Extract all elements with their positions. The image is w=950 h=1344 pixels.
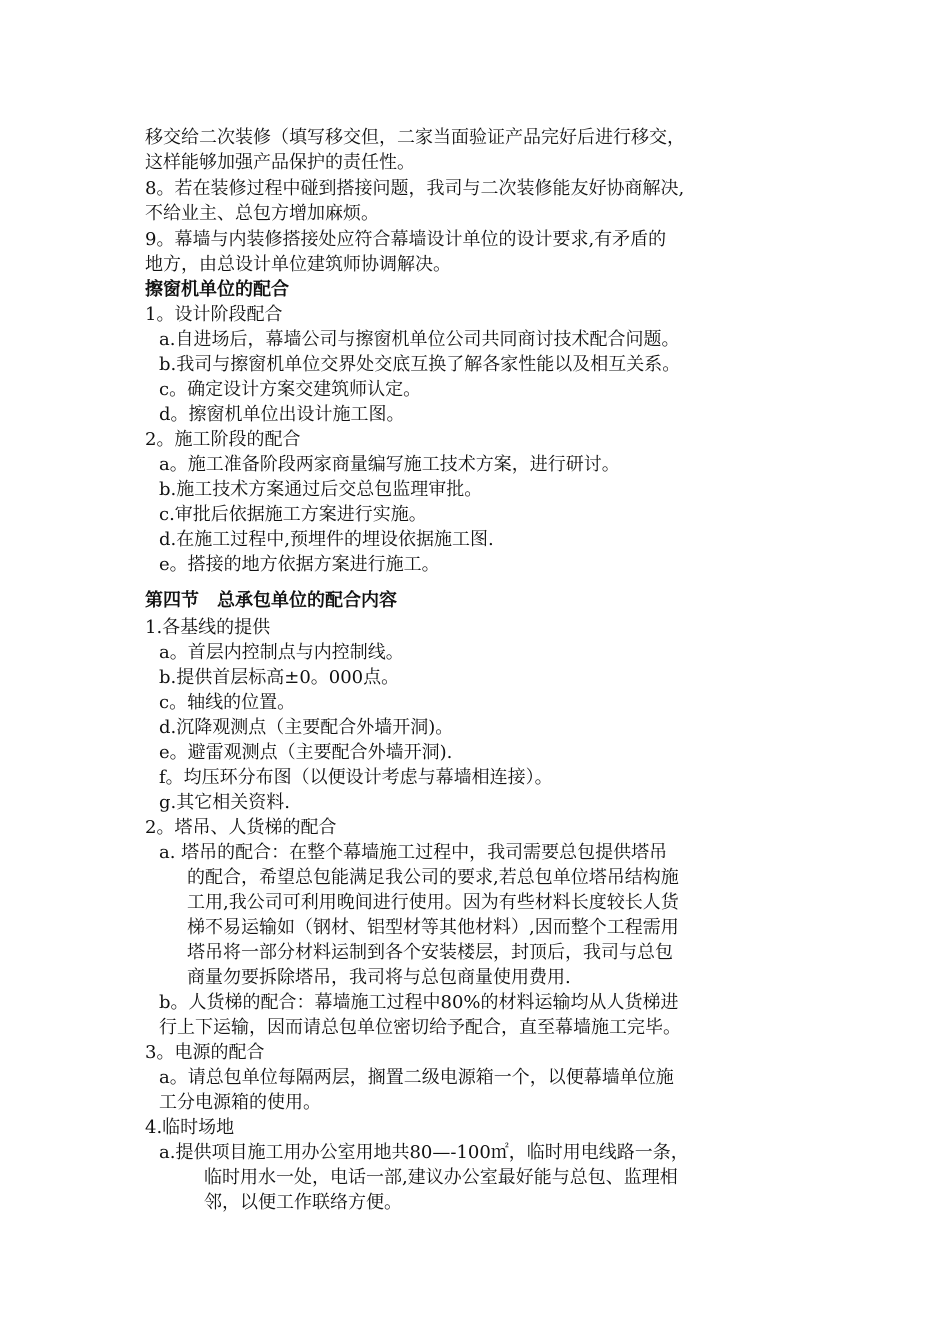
- text-line: c。轴线的位置。: [159, 692, 296, 713]
- text-line: 工用,我公司可利用晚间进行使用。因为有些材料长度较长人货: [187, 892, 679, 913]
- text-line: b。人货梯的配合：幕墙施工过程中80%的材料运输均从人货梯进: [159, 992, 679, 1013]
- text-line: 行上下运输，因而请总包单位密切给予配合，直至幕墙施工完毕。: [159, 1017, 681, 1038]
- text-line: c.审批后依据施工方案进行实施。: [159, 504, 427, 525]
- text-line: 4.临时场地: [145, 1117, 235, 1138]
- text-line: 这样能够加强产品保护的责任性。: [145, 152, 415, 173]
- text-line: a.自进场后，幕墙公司与擦窗机单位公司共同商讨技术配合问题。: [159, 329, 680, 350]
- text-line: d.在施工过程中,预埋件的埋设依据施工图.: [159, 529, 494, 550]
- text-line: g.其它相关资料.: [159, 792, 290, 813]
- text-line: b.提供首层标高±0。000点。: [159, 667, 400, 688]
- text-line: 工分电源箱的使用。: [159, 1092, 321, 1113]
- text-line: a。首层内控制点与内控制线。: [159, 642, 404, 663]
- text-line: 梯不易运输如（钢材、铝型材等其他材料）,因而整个工程需用: [187, 917, 679, 938]
- text-line: 1.各基线的提供: [145, 617, 271, 638]
- text-line: 地方，由总设计单位建筑师协调解决。: [145, 254, 451, 275]
- text-line: d。擦窗机单位出设计施工图。: [159, 404, 405, 425]
- text-line: f。均压环分布图（以便设计考虑与幕墙相连接）。: [159, 767, 553, 788]
- text-line: b.施工技术方案通过后交总包监理审批。: [159, 479, 483, 500]
- text-line: e。避雷观测点（主要配合外墙开洞).: [159, 742, 453, 763]
- text-line: 8。若在装修过程中碰到搭接问题，我司与二次装修能友好协商解决,: [145, 178, 685, 199]
- text-line: a. 塔吊的配合：在整个幕墙施工过程中，我司需要总包提供塔吊: [159, 842, 668, 863]
- text-line: 3。电源的配合: [145, 1042, 265, 1063]
- text-line: 2。施工阶段的配合: [145, 429, 301, 450]
- text-line: 不给业主、总包方增加麻烦。: [145, 203, 379, 224]
- text-line: e。搭接的地方依据方案进行施工。: [159, 554, 440, 575]
- text-line: d.沉降观测点（主要配合外墙开洞)。: [159, 717, 454, 738]
- text-line: 9。幕墙与内装修搭接处应符合幕墙设计单位的设计要求,有矛盾的: [145, 229, 667, 250]
- text-line: 的配合，希望总包能满足我公司的要求,若总包单位塔吊结构施: [187, 867, 679, 888]
- text-line: 塔吊将一部分材料运制到各个安装楼层，封顶后，我司与总包: [187, 942, 673, 963]
- text-line: 临时用水一处，电话一部,建议办公室最好能与总包、监理相: [204, 1167, 678, 1188]
- text-line: a。施工准备阶段两家商量编写施工技术方案，进行研讨。: [159, 454, 620, 475]
- text-line: 移交给二次装修（填写移交但，二家当面验证产品完好后进行移交，: [145, 127, 685, 148]
- text-line: 2。塔吊、人货梯的配合: [145, 817, 337, 838]
- text-line: a.提供项目施工用办公室用地共80—-100㎡，临时用电线路一条，: [159, 1142, 689, 1163]
- section-heading: 擦窗机单位的配合: [145, 279, 289, 300]
- section-heading: 第四节 总承包单位的配合内容: [145, 590, 397, 611]
- text-line: a。请总包单位每隔两层，搁置二级电源箱一个，以便幕墙单位施: [159, 1067, 674, 1088]
- text-line: 商量勿要拆除塔吊，我司将与总包商量使用费用.: [187, 967, 571, 988]
- text-line: b.我司与擦窗机单位交界处交底互换了解各家性能以及相互关系。: [159, 354, 681, 375]
- text-line: 1。设计阶段配合: [145, 304, 283, 325]
- text-line: c。确定设计方案交建筑师认定。: [159, 379, 422, 400]
- text-line: 邻，以便工作联络方便。: [204, 1192, 402, 1213]
